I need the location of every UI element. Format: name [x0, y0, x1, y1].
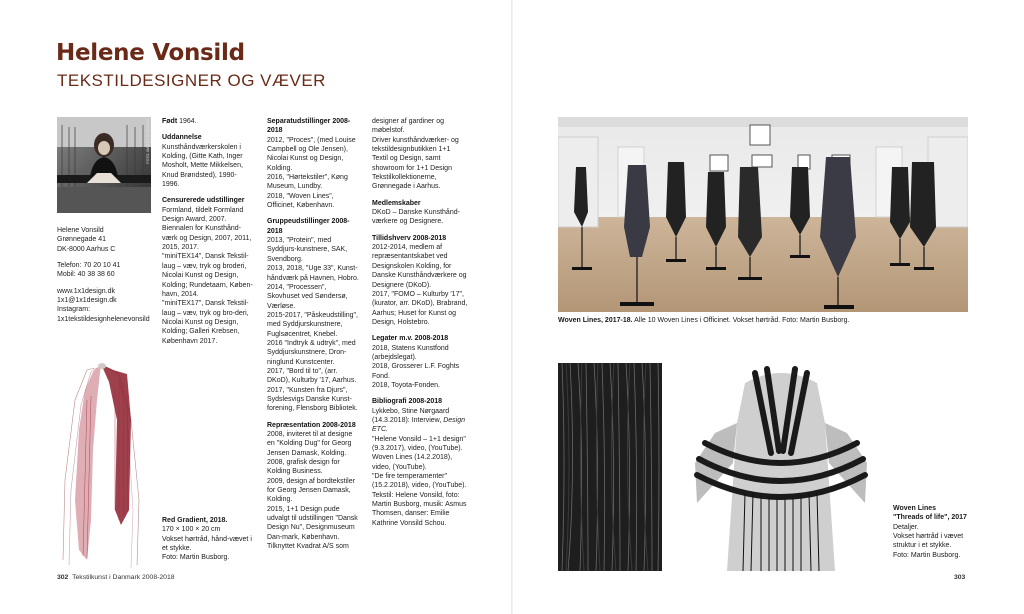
artist-profession: TEKSTILDESIGNER OG VÆVER — [57, 71, 326, 90]
section-heading: Tillidshverv 2008-2018 — [372, 234, 447, 242]
list-item: "miniTEX14", Dansk Tekstil-laug – væv, tryk og broderi, Nicolai Kunst og Design, Kolding; Rundetaarn, Køben-havn, 2014. — [162, 253, 253, 298]
caption-body: Detaljer. Vokset hørtråd i vævet struktur i et stykke. Foto: Martin Busborg. — [893, 523, 964, 559]
list-item: 2018, Grosserer L.F. Foghts Fond. — [372, 363, 460, 380]
publication-name: Design ETC. — [372, 416, 466, 434]
list-item: "miniTEX17", Dansk Tekstil-laug – væv, tryk og bro-deri, Nicolai Kunst og Design, Kolding; Galleri Krebsen, København 2017. — [162, 300, 249, 345]
bio-column-2 — [267, 117, 359, 551]
threads-caption — [893, 504, 973, 560]
born-label: Født — [162, 118, 178, 125]
section-heading: Censurerede udstillinger — [162, 197, 245, 205]
list-item: 2012, "Proces", (med Louise Campbell og Ole Jensen), Nicolai Kunst og Design, Kolding. — [267, 136, 356, 172]
gallery-caption — [558, 316, 968, 325]
contact-line: DK-8000 Aarhus C — [57, 245, 116, 253]
red-gradient-photo — [57, 360, 147, 570]
contact-line: Instagram: — [57, 306, 91, 314]
section-heading: Gruppeudstillinger 2008-2018 — [267, 218, 350, 235]
footer-left — [57, 574, 175, 581]
section-heading: Bibliografi 2008-2018 — [372, 398, 443, 406]
section-heading: Legater m.v. 2008-2018 — [372, 335, 449, 343]
caption-title: Woven Lines, 2017-18. — [558, 317, 633, 324]
list-item: 2013, "Protein", med Syddjurs-kunstnere, SAK, Svendborg. — [267, 237, 348, 263]
list-item: 2018, Toyota-Fonden. — [372, 381, 440, 389]
caption-title: Woven Lines "Threads of life", 2017 — [893, 505, 967, 522]
caption-body: 170 × 100 × 20 cm Vokset hørtråd, hånd-vævet i et stykke. Foto: Martin Busborg. — [162, 526, 252, 562]
book-spine — [511, 0, 513, 614]
section-heading: Separatudstillinger 2008-2018 — [267, 118, 351, 135]
gallery-photo — [558, 117, 968, 312]
list-item: Woven Lines (14.2.2018), video, (YouTube). — [372, 454, 453, 471]
list-item: Tilknyttet Kvadrat A/S som — [267, 543, 349, 551]
caption-title: Red Gradient, 2018. — [162, 517, 228, 524]
list-item: 2018, Statens Kunstfond (arbejdslegat). — [372, 344, 449, 361]
list-item: 2018, "Woven Lines", Officinet, København. — [267, 192, 335, 210]
list-item: designer af gardiner og møbelstof. — [372, 118, 444, 135]
contact-email: 1x1@1x1design.dk — [57, 297, 117, 305]
list-item: 2017, "Bord til to", (arr. DKoD), Kulturby '17, Aarhus. — [267, 367, 357, 385]
list-item: 2016, "Hørtekstiler", Køng Museum, Lundby. — [267, 174, 348, 191]
page-number: 302 — [57, 574, 69, 581]
list-item: DKoD – Danske Kunsthånd-værkere og Designere. — [372, 209, 460, 226]
list-item: "De fire temperamenter" (15.2.2018), video, (YouTube). Tekstil: Helene Vonsild, foto: Martin Busborg, musik: Asmus Thomsen, danser: Emilie Kathrine Vonsild Schou. — [372, 473, 467, 527]
portrait-photo — [57, 117, 151, 213]
contact-info — [57, 226, 157, 324]
list-item: Lykkebo, Stine Nørgaard (14.3.2018): Interview, Design ETC. — [372, 407, 466, 434]
list-item: 2013, 2018, "Uge 33", Kunst-håndværk på Havnen, Hobro. — [267, 265, 359, 282]
list-item: 2017, "Kunsten fra Djurs", Sydslesvigs Danske Kunst-forening, Flensborg Bibliotek. — [267, 386, 358, 413]
threads-detail-photo — [558, 363, 662, 571]
page-number: 303 — [954, 574, 966, 581]
contact-line: Helene Vonsild — [57, 227, 104, 234]
list-item: "Helene Vonsild – 1+1 design" (9.3.2017), video, (YouTube). — [372, 435, 466, 452]
contact-line: Grønnegade 41 — [57, 236, 107, 244]
section-heading: Medlemskaber — [372, 199, 421, 207]
list-item: 2008, inviteret til at designe en "Kolding Dug" for Georg Jensen Damask, Kolding. — [267, 431, 353, 457]
book-title: Tekstilkunst i Danmark 2008-2018 — [72, 574, 175, 581]
list-item: 2016 "Indtryk & udtryk", med Syddjurskunstnere, Dron-ninglund Kunstcenter. — [267, 339, 356, 366]
list-item: Biennalen for Kunsthånd-værk og Design, 2007, 2011, 2015, 2017. — [162, 225, 252, 252]
list-item: 2015, 1+1 Design pude udvalgt til udstillingen "Dansk Design Nu", Designmuseum Dan-mark, København. — [267, 505, 358, 541]
footer-right — [954, 574, 965, 581]
portrait-credit: FOTO: MARTIN BUSBORG — [146, 119, 150, 164]
back-view-photo — [675, 363, 887, 571]
education-text: Kunsthåndværkerskolen i Kolding, (Gitte Kath, Inger Mosholt, Mette Mikkelsen, Knud Brøndsted), 1990-1996. — [162, 143, 243, 189]
contact-instagram: 1x1tekstildesignhelenevonsild — [57, 315, 150, 323]
contact-mobile: Mobil: 40 38 38 60 — [57, 271, 115, 279]
red-gradient-caption — [162, 516, 252, 563]
list-item: 2017, "FOMO – Kulturby '17", (kurator, arr. DKoD), Brabrand, Aarhus; Huset for Kunst og Design, Holstebro. — [372, 290, 468, 326]
section-heading: Uddannelse — [162, 134, 202, 142]
section-heading: Repræsentation 2008-2018 — [267, 421, 356, 429]
list-item: 2008, grafisk design for Kolding Business. — [267, 459, 340, 476]
bio-column-3 — [372, 117, 468, 528]
list-item: Formland, tildelt Formland Design Award, 2007. — [162, 206, 244, 224]
artist-name: Helene Vonsild — [56, 40, 245, 66]
contact-website: www.1x1design.dk — [57, 287, 115, 295]
born-year: 1964. — [179, 118, 197, 125]
list-item: 2009, design af bordtekstiler for Georg Jensen Damask, Kolding. — [267, 477, 355, 504]
list-item: Driver kunsthåndværker- og tekstildesignbutikken 1+1 Textil og Design, samt showroom for 1+1 Design Tekstilkollektionerne, Grønnegade i Aarhus. — [372, 136, 459, 191]
contact-phone: Telefon: 70 20 10 41 — [57, 262, 121, 270]
caption-body: Alle 10 Woven Lines i Officinet. Vokset hørtråd. Foto: Martin Busborg. — [632, 317, 850, 324]
list-item: 2012-2014, medlem af repræsentantskabet ved Designskolen Kolding, for Danske Kunsthåndværkere og Designere (DKoD). — [372, 244, 467, 289]
bio-column-1 — [162, 117, 254, 346]
list-item: 2015-2017, "Påskeudstilling", med Syddjurskunstnere, Fuglsøcentret, Knebel. — [267, 311, 358, 338]
list-item: 2014, "Processen", Skovhuset ved Søndersø, Værløse. — [267, 283, 348, 310]
